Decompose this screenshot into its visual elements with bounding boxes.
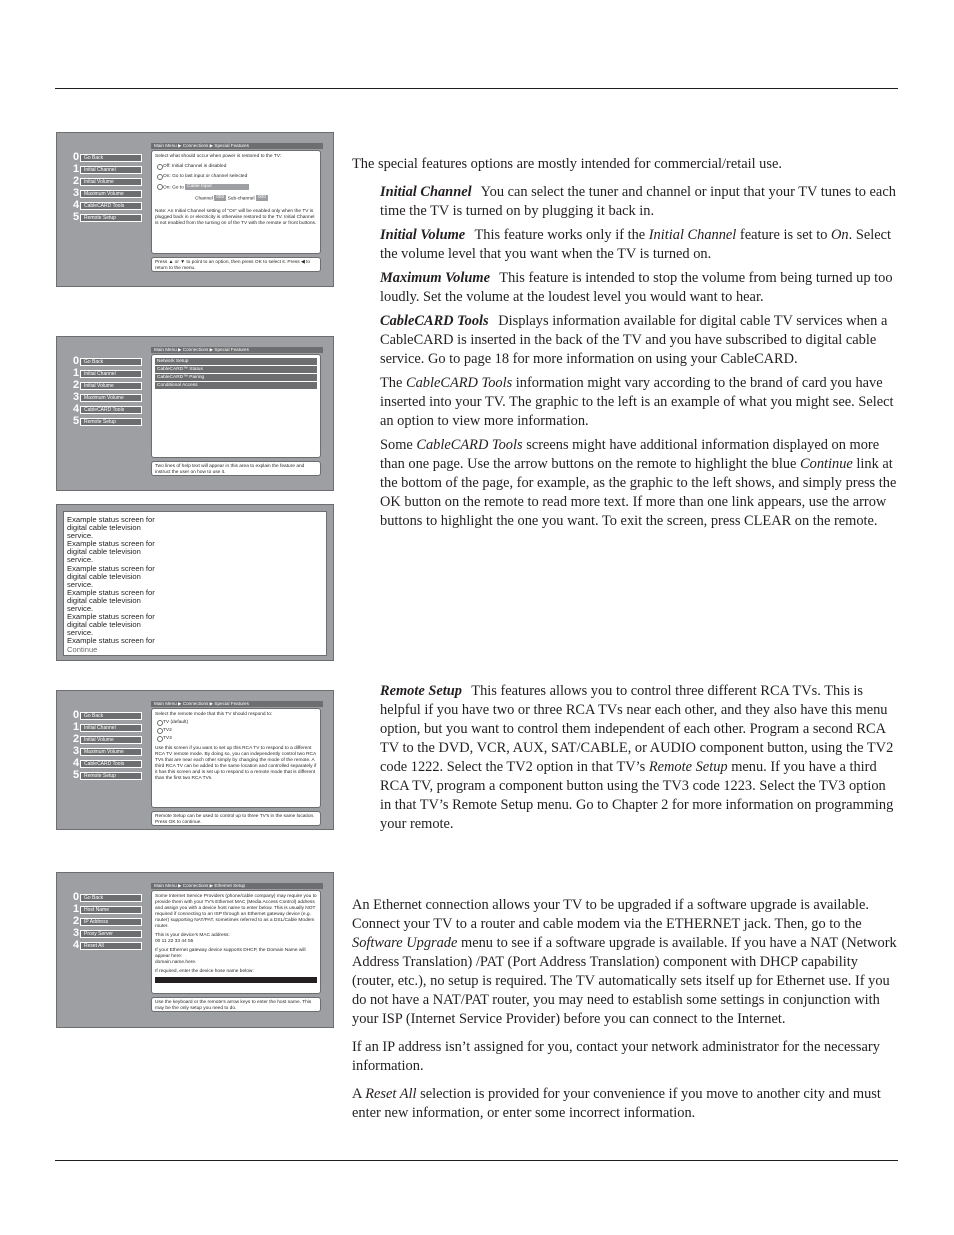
panel-note: Note: An Initial Channel setting of "On" will be enabled only when the TV is plugged back in or electricity is otherwise restored to the TV. Initial Channel is not enabled from the turning on of the TV with the remote or front buttons. xyxy=(155,208,317,226)
panel-body: Use this screen if you want to set up this RCA TV to respond to a different RCA TV remote mode. By doing so, you can independently control two RCA TVs that are near each other simply by changing the mode of the remote. A third RCA TV can be added to the same location and controlled separately if it has this screen and is set up to respond to a remote mode that is different than the first two RCA TVs. xyxy=(155,746,317,781)
bar-cablecard-pairing[interactable]: CableCARD™ Pairing xyxy=(155,374,317,381)
menu-item-proxy-server[interactable]: 3 Proxy Server xyxy=(71,929,151,939)
mac-address: 00 11 22 33 44 55 xyxy=(155,939,194,944)
bar-cablecard-status[interactable]: CableCARD™ Status xyxy=(155,366,317,373)
option-last-channel[interactable]: On: Go to last input or channel selected xyxy=(155,174,317,180)
menu-item-maximum-volume[interactable]: 3 Maximum Volume xyxy=(71,393,151,403)
status-line: Example status screen for xyxy=(67,636,155,646)
domain-name: domain.name.here. xyxy=(155,960,197,965)
status-line: Example status screen for digital cable television service. xyxy=(67,563,155,589)
status-line: Example status screen for digital cable television service. xyxy=(67,587,155,614)
help-text: Press ▲ or ▼ to point to an option, then press OK to select it. Press ◀ to return to the menu. xyxy=(151,257,321,272)
menu-item-host-name[interactable]: 1 Host Name xyxy=(71,905,151,915)
option-tv3[interactable]: TV3 xyxy=(155,736,317,742)
menu-item-initial-channel[interactable]: 1 Initial Channel xyxy=(71,165,151,175)
menu-item-go-back[interactable]: 0 Go Back xyxy=(71,357,151,367)
tv-screen xyxy=(71,347,323,482)
footer-rule xyxy=(55,1160,898,1161)
tv-screen xyxy=(71,143,323,278)
bar-conditional-access[interactable]: Conditional Access xyxy=(155,382,317,389)
host-name-input[interactable] xyxy=(155,977,317,983)
special-features-options xyxy=(380,183,900,536)
side-menu xyxy=(71,153,151,225)
menu-item-remote-setup[interactable]: 5 Remote Setup xyxy=(71,213,151,223)
menu-item-go-back[interactable]: 0 Go Back xyxy=(71,893,151,903)
menu-item-initial-volume[interactable]: 2 Initial Volume xyxy=(71,381,151,391)
options-panel xyxy=(151,354,321,458)
help-text: Two lines of help text will appear in this area to explain the feature and instruct the user on how to use it. xyxy=(151,461,321,476)
status-line: Example status screen for digital cable television service. xyxy=(67,515,155,541)
menu-item-remote-setup[interactable]: 5 Remote Setup xyxy=(71,417,151,427)
cablecard-tools-paragraph: CableCARD Tools Displays information available for digital cable TV services when a CableCARD is inserted in the back of the TV and you have subscribed to digital cable service. Go to page 18 for more information on using your CableCARD. xyxy=(380,313,888,367)
bar-network-setup[interactable]: Network Setup xyxy=(155,358,317,365)
panel-prompt: Select the remote mode that this TV should respond to: xyxy=(155,712,273,717)
remote-setup-screenshot xyxy=(56,690,334,830)
continue-link[interactable]: Continue xyxy=(67,644,98,654)
status-line: Example status screen for digital cable television service. xyxy=(67,612,155,638)
subchannel-field[interactable]: 000 xyxy=(257,195,266,201)
side-menu xyxy=(71,357,151,429)
remote-setup-paragraph: Remote Setup This features allows you to control three different RCA TVs. This is helpful if you have two or three RCA TVs near each other, and they also have this menu option, but you want to control them independent of each other. Program a second RCA TV to the DVD, VCR, AUX, SAT/CABLE, or AUDIO component button, using the TV2 code 1222. Select the TV2 option in that TV’s Remote Setup menu. If you have a third RCA TV, program a component button using the TV3 code 1223. Select the TV3 option in that TV’s Remote Setup menu. Go to Chapter 2 for more information on programming your remote. xyxy=(380,683,894,832)
cablecard-continue-paragraph: Some CableCARD Tools screens might have additional information displayed on more than one page. Use the arrow buttons on the remote to highlight the blue Continue link at the bottom of the page, for example, as the graphic to the left shows, and simply press the OK button on the remote to read more text. If more than one link appears, use the arrow buttons to highlight the one you want. To exit the screen, press CLEAR on the remote. xyxy=(380,437,897,529)
header-rule xyxy=(55,88,898,89)
panel-body: Some Internet Service Providers (phone/cable company) may require you to provide them with your TV's Ethernet MAC (Media Access Control) address and assign you with a device host name to enter below. This is usually NOT required if connecting to an ISP through an Ethernet gateway device (e.g. router) supporting NAT/PAT, sometimes referred to as a DSL/Cable Modem router. xyxy=(155,894,317,929)
menu-item-maximum-volume[interactable]: 3 Maximum Volume xyxy=(71,747,151,757)
status-screen xyxy=(63,511,327,656)
menu-item-go-back[interactable]: 0 Go Back xyxy=(71,711,151,721)
option-tv2[interactable]: TV2 xyxy=(155,728,317,734)
menu-item-remote-setup[interactable]: 5 Remote Setup xyxy=(71,771,151,781)
panel-prompt: Select what should occur when power is restored to the TV: xyxy=(155,154,282,159)
breadcrumb: Main Menu ▶ Connections ▶ Special Features xyxy=(151,701,323,707)
initial-channel-screenshot xyxy=(56,132,334,287)
ethernet-setup-screenshot xyxy=(56,872,334,1028)
status-line: Example status screen for digital cable television service. xyxy=(67,539,155,565)
tv-screen xyxy=(71,701,323,827)
breadcrumb: Main Menu ▶ Connections ▶ Special Features xyxy=(151,347,323,353)
ethernet-text xyxy=(352,896,900,1128)
maximum-volume-paragraph: Maximum Volume This feature is intended to stop the volume from being turned up too loudly. Set the volume at the loudest level you would want to hear. xyxy=(380,270,893,305)
ethernet-paragraph-3: A Reset All selection is provided for your convenience if you move to another city and must enter new information, or enter some incorrect information. xyxy=(352,1086,881,1121)
ethernet-paragraph-2: If an IP address isn’t assigned for you, contact your network administrator for the necessary information. xyxy=(352,1039,880,1074)
menu-item-initial-volume[interactable]: 2 Initial Volume xyxy=(71,735,151,745)
channel-field[interactable]: 002 xyxy=(216,195,225,201)
option-off[interactable]: Off: Initial Channel is disabled xyxy=(155,164,317,170)
intro-paragraph: The special features options are mostly intended for commercial/retail use. xyxy=(352,156,782,172)
tv-screen xyxy=(71,883,323,1019)
side-menu xyxy=(71,711,151,783)
breadcrumb: Main Menu ▶ Connections ▶ Special Features xyxy=(151,143,323,149)
ethernet-paragraph-1: An Ethernet connection allows your TV to be upgraded if a software upgrade is available. Connect your TV to a router and cable modem via the ETHERNET jack. Then, go to the Software Upgrade menu to see if a software upgrade is available. If you have a NAT (Network Address Translation) /PAT (Port Address Translation) component with DHCP capability (router, etc.), no setup is required. The TV automatically sets itself up for Ethernet use. If you do not have a NAT/PAT router, you may need to establish some settings in conjunction with your ISP (Internet Service Provider) before you can connect to the Internet. xyxy=(352,897,897,1027)
cablecard-tools-screenshot xyxy=(56,336,334,491)
mac-label: This is your device's MAC address: xyxy=(155,933,230,938)
menu-item-cablecard-tools[interactable]: 4 CableCARD Tools xyxy=(71,405,151,415)
side-menu xyxy=(71,893,151,953)
special-features-text xyxy=(352,155,900,179)
menu-item-initial-channel[interactable]: 1 Initial Channel xyxy=(71,723,151,733)
menu-item-cablecard-tools[interactable]: 4 CableCARD Tools xyxy=(71,201,151,211)
menu-item-ip-address[interactable]: 2 IP Address xyxy=(71,917,151,927)
ethernet-panel xyxy=(151,890,321,994)
menu-item-reset-all[interactable]: 4 Reset All xyxy=(71,941,151,951)
options-panel xyxy=(151,708,321,808)
menu-item-initial-volume[interactable]: 2 Initial Volume xyxy=(71,177,151,187)
cablecard-brand-paragraph: The CableCARD Tools information might vary according to the brand of card you have inserted into your TV. The graphic to the left is an example of what you might see. Select an option to view more information. xyxy=(380,375,894,429)
remote-setup-text xyxy=(380,682,900,839)
help-text: Remote Setup can be used to control up to three TV's in the same location. Press OK to continue. xyxy=(151,811,321,826)
initial-volume-paragraph: Initial Volume This feature works only if the Initial Channel feature is set to On. Select the volume level that you want when the TV is turned on. xyxy=(380,227,891,262)
breadcrumb: Main Menu ▶ Connections ▶ Ethernet Setup xyxy=(151,883,323,889)
input-source-field[interactable]: Cable Input xyxy=(185,184,249,190)
initial-channel-term: Initial Channel xyxy=(380,184,472,200)
initial-channel-paragraph: Initial Channel You can select the tuner and channel or input that your TV tunes to each time the TV is turned on by plugging it back in. xyxy=(380,184,896,219)
menu-item-initial-channel[interactable]: 1 Initial Channel xyxy=(71,369,151,379)
option-tv-default[interactable]: TV (default) xyxy=(155,720,317,726)
cablecard-status-screenshot xyxy=(56,504,334,661)
option-go-to[interactable]: On: Go to Cable Input xyxy=(155,184,317,191)
menu-item-go-back[interactable]: 0 Go Back xyxy=(71,153,151,163)
host-name-prompt: If required, enter the device hose name below: xyxy=(155,969,254,974)
menu-item-cablecard-tools[interactable]: 4 CableCARD Tools xyxy=(71,759,151,769)
options-panel xyxy=(151,150,321,254)
menu-item-maximum-volume[interactable]: 3 Maximum Volume xyxy=(71,189,151,199)
help-text: Use the keyboard or the remote's arrow keys to enter the host name. This may be the only setup you need to do. xyxy=(151,997,321,1012)
channel-row: Channel 002 Sub-channel 000 xyxy=(195,195,266,202)
dhcp-text: If your Ethernet gateway device supports DHCP, the Domain Name will appear here: xyxy=(155,948,306,959)
